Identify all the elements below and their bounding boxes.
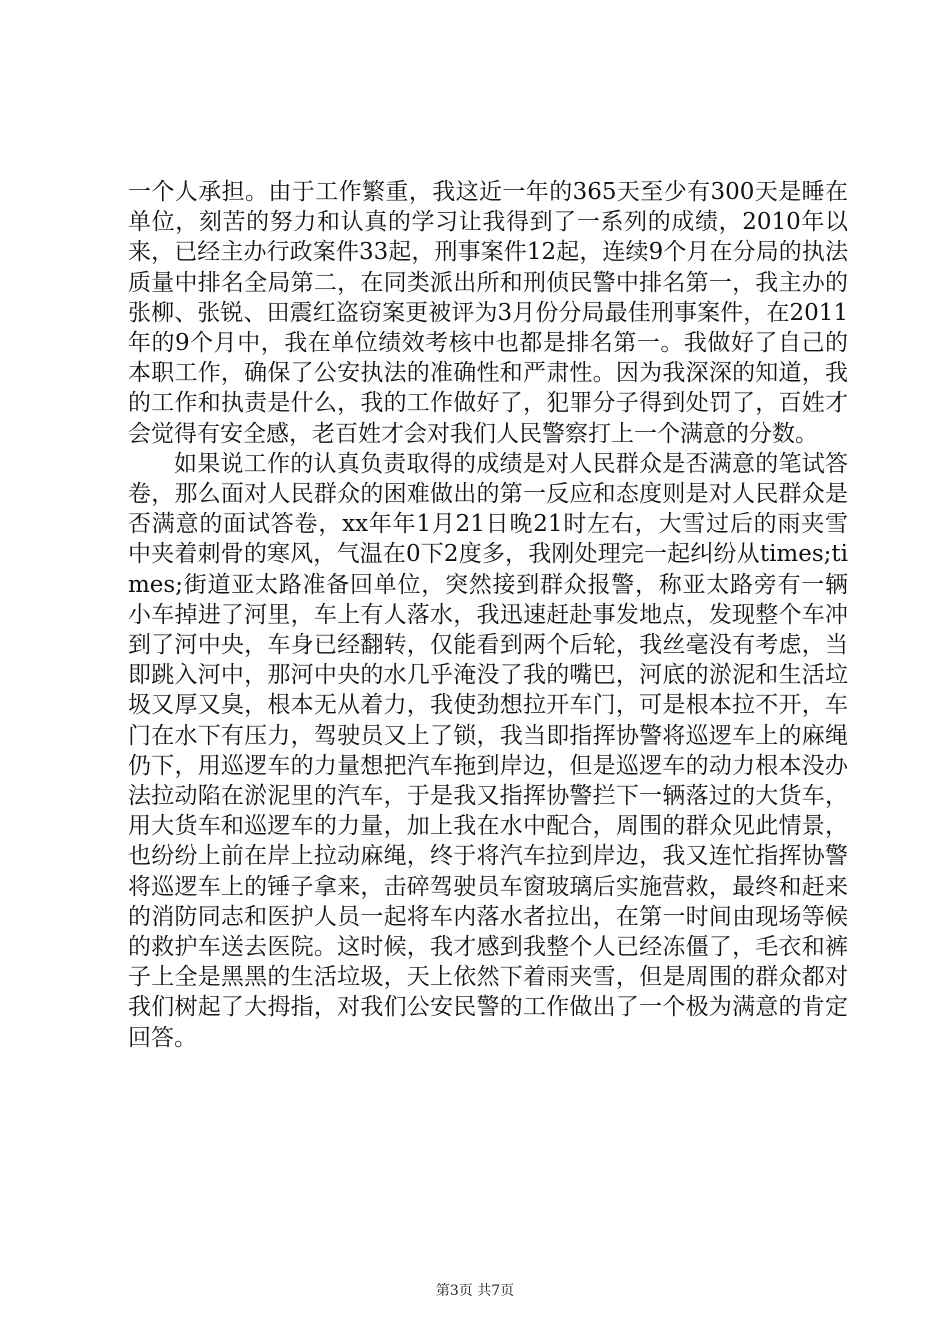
- paragraph-1: 一个人承担。由于工作繁重，我这近一年的365天至少有300天是睡在单位，刻苦的努力和认真的学习让我得到了一系列的成绩，2010年以来，已经主办行政案件33起，刑事案件12起，连续9个月在分局的执法质量中排名全局第二，在同类派出所和刑侦民警中排名第一，我主办的张柳、张锐、田震红盗窃案更被评为3月份分局最佳刑事案件，在2011年的9个月中，我在单位绩效考核中也都是排名第一。我做好了自己的本职工作，确保了公安执法的准确性和严肃性。因为我深深的知道，我的工作和执责是什么，我的工作做好了，犯罪分子得到处罚了，百姓才会觉得有安全感，老百姓才会对我们人民警察打上一个满意的分数。: [128, 179, 848, 447]
- paragraph-2: 如果说工作的认真负责取得的成绩是对人民群众是否满意的笔试答卷，那么面对人民群众的困难做出的第一反应和态度则是对人民群众是否满意的面试答卷，xx年年1月21日晚21时左右，大雪过后的雨夹雪中夹着刺骨的寒风，气温在0下2度多，我刚处理完一起纠纷从times;times;街道亚太路准备回单位，突然接到群众报警，称亚太路旁有一辆小车掉进了河里，车上有人落水，我迅速赶赴事发地点，发现整个车冲到了河中央，车身已经翻转，仅能看到两个后轮，我丝毫没有考虑，当即跳入河中，那河中央的水几乎淹没了我的嘴巴，河底的淤泥和生活垃圾又厚又臭，根本无从着力，我使劲想拉开车门，可是根本拉不开，车门在水下有压力，驾驶员又上了锁，我当即指挥协警将巡逻车上的麻绳仍下，用巡逻车的力量想把汽车拖到岸边，但是巡逻车的动力根本没办法拉动陷在淤泥里的汽车，于是我又指挥协警拦下一辆落过的大货车，用大货车和巡逻车的力量，加上我在水中配合，周围的群众见此情景，也纷纷上前在岸上拉动麻绳，终于将汽车拉到岸边，我又连忙指挥协警将巡逻车上的锤子拿来，击碎驾驶员车窗玻璃后实施营救，最终和赶来的消防同志和医护人员一起将车内落水者拉出，在第一时间由现场等候的救护车送去医院。这时候，我才感到我整个人已经冻僵了，毛衣和裤子上全是黑黑的生活垃圾，天上依然下着雨夹雪，但是周围的群众都对我们树起了大拇指，对我们公安民警的工作做出了一个极为满意的肯定回答。: [128, 450, 848, 1051]
- page-number-footer: 第3页 共7页: [435, 1283, 515, 1299]
- document-body: [128, 177, 848, 1053]
